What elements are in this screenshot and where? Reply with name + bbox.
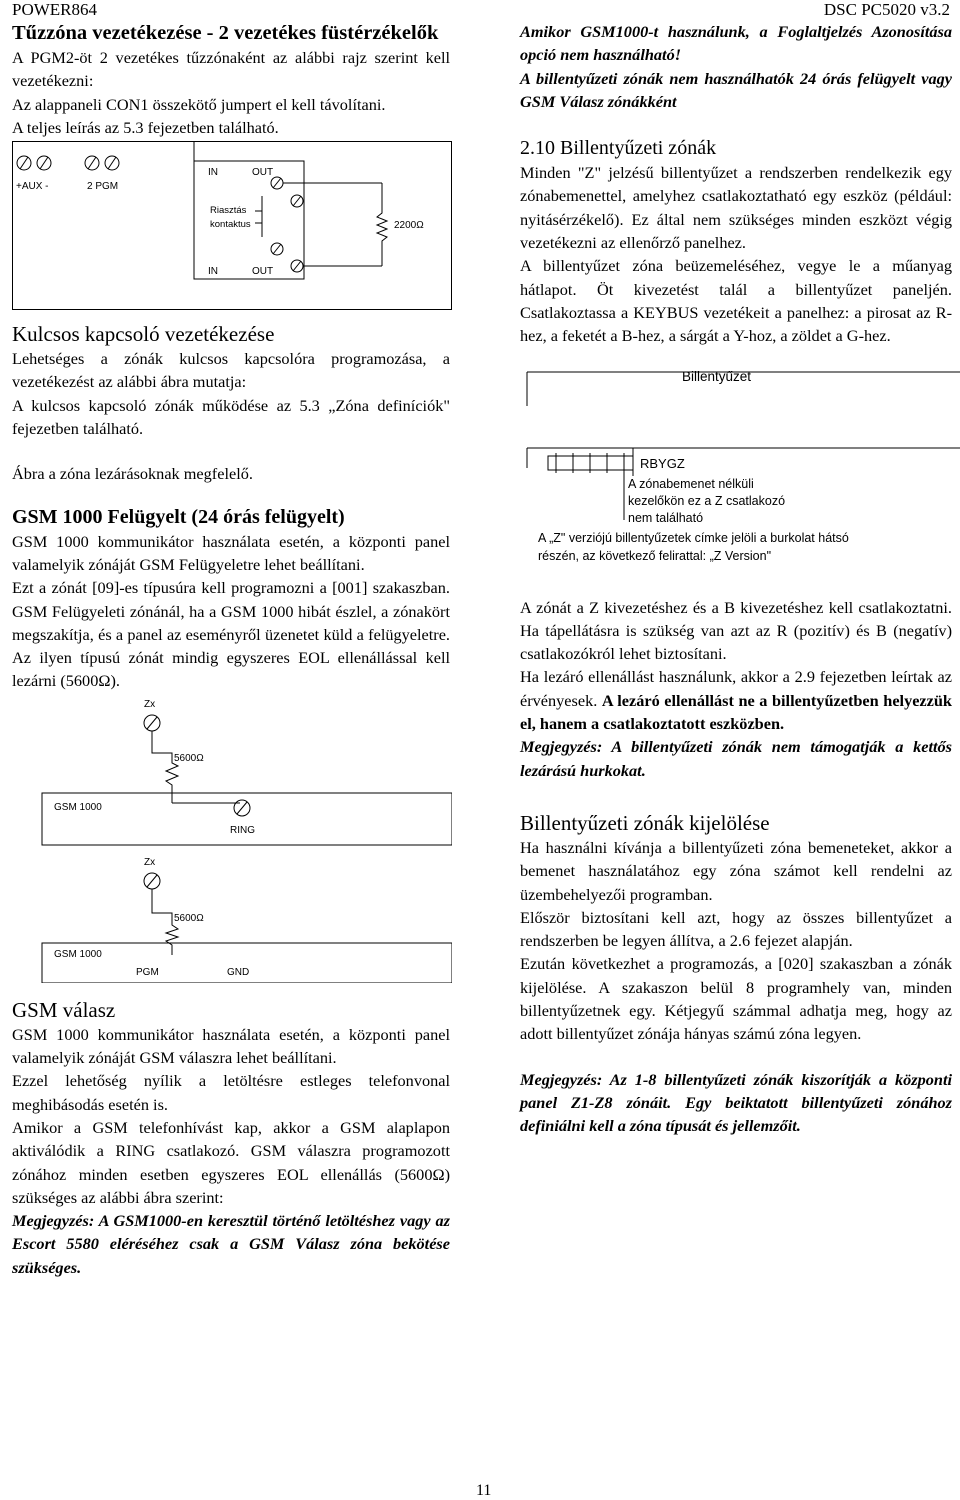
paragraph: Ezt a zónát [09]-es típusúra kell programozni a [001] szakaszban. GSM Felügyeleti zónánál, ha a GSM 1000 hibát észlel, a zónakört megszakítja, és a panel az eseményről üzenetet küld a felügyeletre. Az ilyen típusú zónát mindig egyszeres EOL ellenállással kell lezárni (5600Ω). (12, 578, 450, 691)
paragraph: A teljes leírás az 5.3 fejezetben található. (12, 117, 279, 137)
gsm-wiring-diagram (12, 693, 452, 983)
page-number: 11 (476, 1482, 492, 1499)
resistor-label: 5600Ω (174, 912, 204, 924)
paragraph: Ezzel lehetőség nyílik a letöltésre estleges telefonvonal meghibásodás esetén is. (12, 1071, 450, 1114)
pgm-label: 2 PGM (87, 181, 119, 193)
aux-label: +AUX - (16, 181, 49, 193)
contact-label: Riasztás (210, 205, 247, 217)
paragraph: Minden "Z" jelzésű billentyűzet a rendszerben rendelkezik egy zónabemenettel, amelyhez csatlakoztatható egy eszköz (például: nyitásérzékelő). Ez által nem szükséges minden eszközt végig vezetékezni az ellenőrző panelhez. (520, 163, 952, 253)
out-top-label: OUT (252, 167, 274, 179)
paragraph: Ábra a zóna lezárásoknak megfelelő. (12, 464, 253, 484)
note: Megjegyzés: Az 1-8 billentyűzeti zónák kiszorítják a központi panel Z1-Z8 zónáit. Egy beiktatott billentyűzeti zónához definiálni kell a zóna típusát és jellemzőit. (520, 1069, 952, 1136)
paragraph: Ezután következhet a programozás, a [020] szakaszban a zónák kijelölése. A szakaszon belül 8 programhely van, minden billentyűzetnek egy. Kétjegyű számmal adhatja meg, hogy az adott billentyűzet zónája hányas számú zóna legyen. (520, 954, 952, 1044)
paragraph: A zónát a Z kivezetéshez és a B kivezetéshez kell csatlakoztatni. Ha tápellátásra is szükség van azt az R (pozitív) és B (negatív) csatlakozókról lehet biztosítani. (520, 597, 952, 664)
paragraph: Először biztosítani kell azt, hogy az összes billentyűzet a rendszerben be legyen állítva, a 2.6 fejezet alapján. (520, 907, 952, 951)
caption: A „Z" verziójú billentyűzetek címke jelöli a burkolat hátsó (538, 530, 849, 545)
note: Megjegyzés: A GSM1000-en keresztül történő letöltéshez vagy az Escort 5580 eléréséhez csak a GSM Válasz zóna bekötése szükséges. (12, 1211, 450, 1277)
paragraph: Ha lezáró ellenállást használunk, akkor a 2.9 fejezetben leírtak az érvényesek. A lezáró ellenállást ne a billentyűzetben helyezzük el, hanem a csatlakoztatott eszközben. (520, 667, 952, 734)
paragraph: Az alappaneli CON1 összekötő jumpert el kell távolítani. (12, 94, 386, 114)
in-bottom-label: IN (208, 266, 218, 278)
callout: kezelőkön ez a Z csatlakozó (628, 493, 786, 508)
paragraph: Amikor a GSM telefonhívást kap, akkor a GSM alaplapon aktiválódik a RING csatlakozó. GSM válaszra programozott zónához minden esetben egyszeres EOL ellenállás (5600Ω) szükséges az alábbi ábra szerint: (12, 1117, 450, 1207)
resistor-label: 2200Ω (394, 220, 424, 232)
terminal-icon (271, 177, 303, 272)
gsm-supervised-title: GSM 1000 Felügyelt (24 órás felügyelt) (12, 505, 345, 528)
note: Megjegyzés: A billentyűzeti zónák nem támogatják a kettős lezárású hurkokat. (520, 737, 952, 780)
left-column (12, 20, 450, 1279)
terminal-block (548, 448, 633, 476)
note: Amikor GSM1000-t használunk, a Foglaltjelzés Azonosítása opció nem használható! (520, 22, 952, 65)
paragraph: Lehetséges a zónák kulcsos kapcsolóra programozása, a vezetékezést az alábbi ábra mutatja: (12, 349, 450, 392)
gsm-label: GSM 1000 (54, 801, 102, 813)
gsm-label: GSM 1000 (54, 948, 102, 960)
zx-label: Zx (144, 698, 156, 710)
gnd-label: GND (227, 966, 250, 978)
callout: A zónabemenet nélküli (628, 476, 754, 491)
caption: részén, az következő felirattal: „Z Version" (538, 548, 772, 563)
zx-label: Zx (144, 856, 156, 868)
header-left: POWER864 (12, 0, 97, 19)
keypad-zones-title: 2.10 Billentyűzeti zónák (520, 137, 717, 160)
paragraph: A kulcsos kapcsoló zónák működése az 5.3 „Zóna definíciók" fejezetben található. (12, 395, 450, 439)
ring-label: RING (230, 824, 255, 836)
paragraph: A PGM2-öt 2 vezetékes tűzzónaként az alábbi rajz szerint kell vezetékezni: (12, 48, 450, 91)
resistor-label: 5600Ω (174, 752, 204, 764)
pgm-label: PGM (136, 966, 159, 978)
keypad-assign-title: Billentyűzeti zónák kijelölése (520, 810, 770, 835)
keypad-label: Billentyűzet (682, 368, 752, 384)
terminal-icon (237, 802, 247, 814)
fire-zone-title: Tűzzóna vezetékezése - 2 vezetékes füstérzékelők (12, 22, 439, 44)
paragraph: GSM 1000 kommunikátor használata esetén, a központi panel valamelyik zónáját GSM Felügyeletre lehet beállítani. (12, 531, 450, 574)
out-bottom-label: OUT (252, 266, 274, 278)
paragraph: GSM 1000 kommunikátor használata esetén, a központi panel valamelyik zónáját GSM válaszra lehet beállítani. (12, 1024, 450, 1068)
terminal-icon (147, 875, 157, 887)
gsm-answer-title: GSM válasz (12, 997, 116, 1022)
paragraph: A billentyűzet zóna beüzemeléséhez, vegye le a műanyag hátlapot. Öt kivezetést talál a billentyűzet paneljén. Csatlakoztassa a KEYBUS vezetékeit a panelhez: a pirosat az R-hez, a feketét a B-hez, a sárgát a Y-hoz, a zöldet a G-hez. (520, 256, 952, 346)
contact-label: kontaktus (210, 219, 251, 231)
note: A billentyűzeti zónák nem használhatók 24 órás felügyelt vagy GSM Válasz zónákként (520, 68, 952, 111)
right-column (520, 20, 952, 1138)
terminal-label: RBYGZ (640, 455, 685, 471)
terminal-icon (147, 717, 157, 729)
paragraph: Ha használni kívánja a billentyűzeti zóna bemeneteket, akkor a bemenet használatához egy zóna számot kell rendelni az üzembehelyezői programban. (520, 837, 952, 904)
in-top-label: IN (208, 167, 218, 179)
keyswitch-title: Kulcsos kapcsoló vezetékezése (12, 322, 275, 347)
keypad-diagram (520, 358, 960, 596)
terminal-icon (17, 156, 119, 170)
fire-zone-wiring-diagram (12, 141, 452, 311)
header-right: DSC PC5020 v3.2 (823, 0, 950, 19)
callout: nem található (628, 510, 704, 525)
